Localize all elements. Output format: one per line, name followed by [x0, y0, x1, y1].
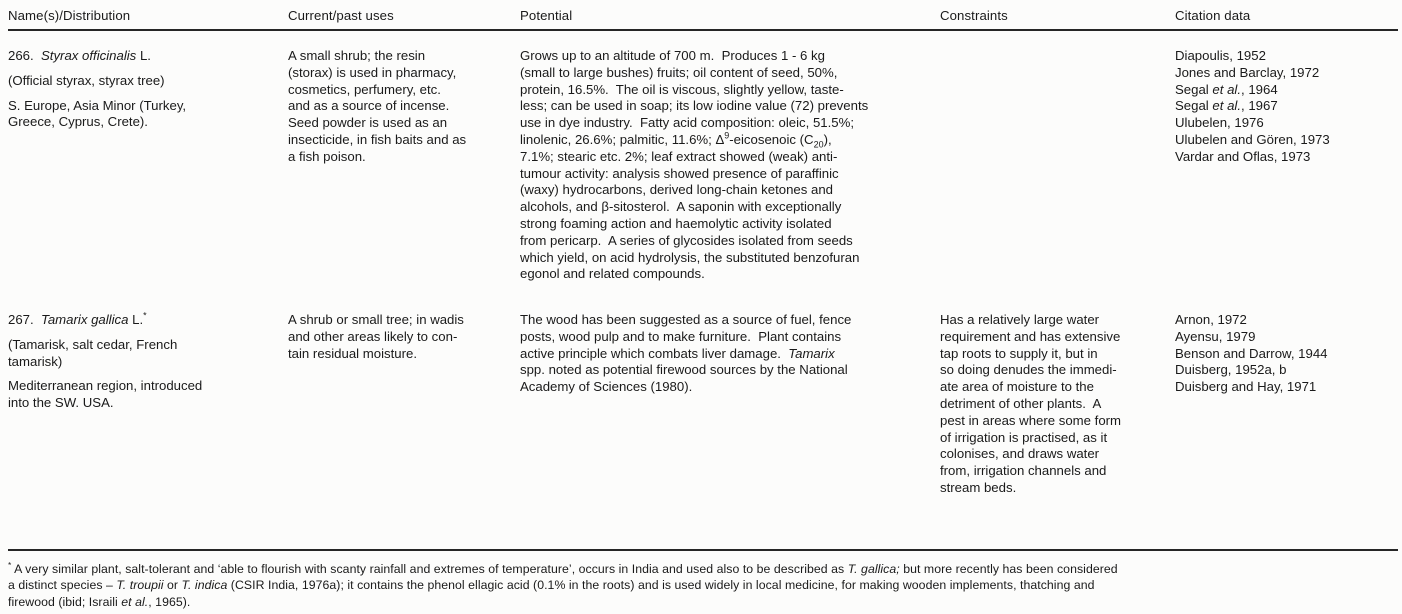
column-header-citation-data: Citation data [1175, 8, 1251, 23]
uses-cell: A small shrub; the resin (storax) is used in pharmacy, cosmetics, perfumery, etc. and as a source of incense. Seed powder is used as an insecticide, in fish baits and as a fish poison. [288, 48, 467, 164]
footnote-text: * A very similar plant, salt-tolerant and ‘able to flourish with scanty rainfall and extremes of temperature’, occurs in India and used also to be described as T. gallica; but more recently has been considered a distinct species – T. troupii or T. indica (CSIR India, 1976a); it contains the phenol ellagic acid (0.1% in the roots) and is used widely in local medicine, for making wooden implements, thatching and firewood (ibid; Israili et al., 1965). [8, 559, 1118, 609]
uses-cell: A shrub or small tree; in wadis and other areas likely to con- tain residual moisture. [288, 312, 464, 361]
citation-item: Segal et al., 1964 [1175, 81, 1278, 97]
entry-title: 267. Tamarix gallica L.* [8, 310, 147, 327]
name-distribution-cell [8, 48, 288, 131]
common-names: (Official styrax, styrax tree) [8, 72, 165, 88]
distribution-text: S. Europe, Asia Minor (Turkey, Greece, Cyprus, Crete). [8, 97, 187, 130]
distribution-text: Mediterranean region, introduced into the SW. USA. [8, 378, 203, 411]
entry-title: 266. Styrax officinalis L. [8, 48, 151, 63]
citation-item: Ulubelen, 1976 [1175, 115, 1264, 131]
footnote-rule [8, 549, 1398, 551]
table-row-styrax-officinalis [8, 48, 1398, 283]
citation-item: Arnon, 1972 [1175, 312, 1247, 327]
citations-cell [1175, 48, 1398, 166]
table-header-row [8, 8, 1398, 25]
citation-item: Ayensu, 1979 [1175, 328, 1256, 344]
column-header-potential: Potential [520, 8, 573, 23]
citation-item: Diapoulis, 1952 [1175, 48, 1266, 63]
citation-item: Benson and Darrow, 1944 [1175, 345, 1328, 361]
column-header-names-distribution: Name(s)/Distribution [8, 8, 131, 23]
citation-item: Vardar and Oflas, 1973 [1175, 148, 1311, 164]
citation-item: Duisberg and Hay, 1971 [1175, 379, 1317, 395]
citation-item: Duisberg, 1952a, b [1175, 362, 1287, 378]
column-header-current-past-uses: Current/past uses [288, 8, 394, 23]
citations-cell [1175, 312, 1398, 396]
potential-cell: The wood has been suggested as a source of fuel, fence posts, wood pulp and to make furniture. Plant contains active principle which combats liver damage. Tamarix spp. noted as potential firewood sources by the National Academy of Sciences (1980). [520, 312, 852, 395]
citation-item: Segal et al., 1967 [1175, 98, 1278, 114]
column-header-constraints: Constraints [940, 8, 1008, 23]
potential-cell: Grows up to an altitude of 700 m. Produces 1 - 6 kg (small to large bushes) fruits; oil content of seed, 50%, protein, 16.5%. The oil is viscous, slightly yellow, taste- less; can be used in soap; its low iodine value (72) prevents use in dye industry. Fatty acid composition: oleic, 51.5%; linolenic, 26.6%; palmitic, 11.6%; $\Delta^9$-eicosenoic $(C_{20})$, 7.1%; stearic etc. 2%; leaf extract showed (weak) anti- tumour activity: analysis showed presence of paraffinic (waxy) hydrocarbons, derived long-chain ketones and alcohols, and β-sitosterol. A saponin with exceptionally strong foaming action and haemolytic activity isolated from pericarp. A series of glycosides isolated from seeds which yield, on acid hydrolysis, the substituted benzofuran egonol and related compounds. [520, 48, 869, 282]
common-names: (Tamarisk, salt cedar, French tamarisk) [8, 336, 178, 369]
name-distribution-cell [8, 312, 288, 412]
table-row-tamarix-gallica [8, 312, 1398, 497]
constraints-cell: Has a relatively large water requirement and has extensive tap roots to supply it, but in so doing denudes the immedi- ate area of moisture to the detriment of other plants. A pest in areas where some form of irrigation is practised, as it colonises, and draws water from, irrigation channels and stream beds. [940, 312, 1122, 495]
header-rule [8, 29, 1398, 31]
citation-item: Jones and Barclay, 1972 [1175, 64, 1320, 80]
citation-item: Ulubelen and Gören, 1973 [1175, 131, 1330, 147]
